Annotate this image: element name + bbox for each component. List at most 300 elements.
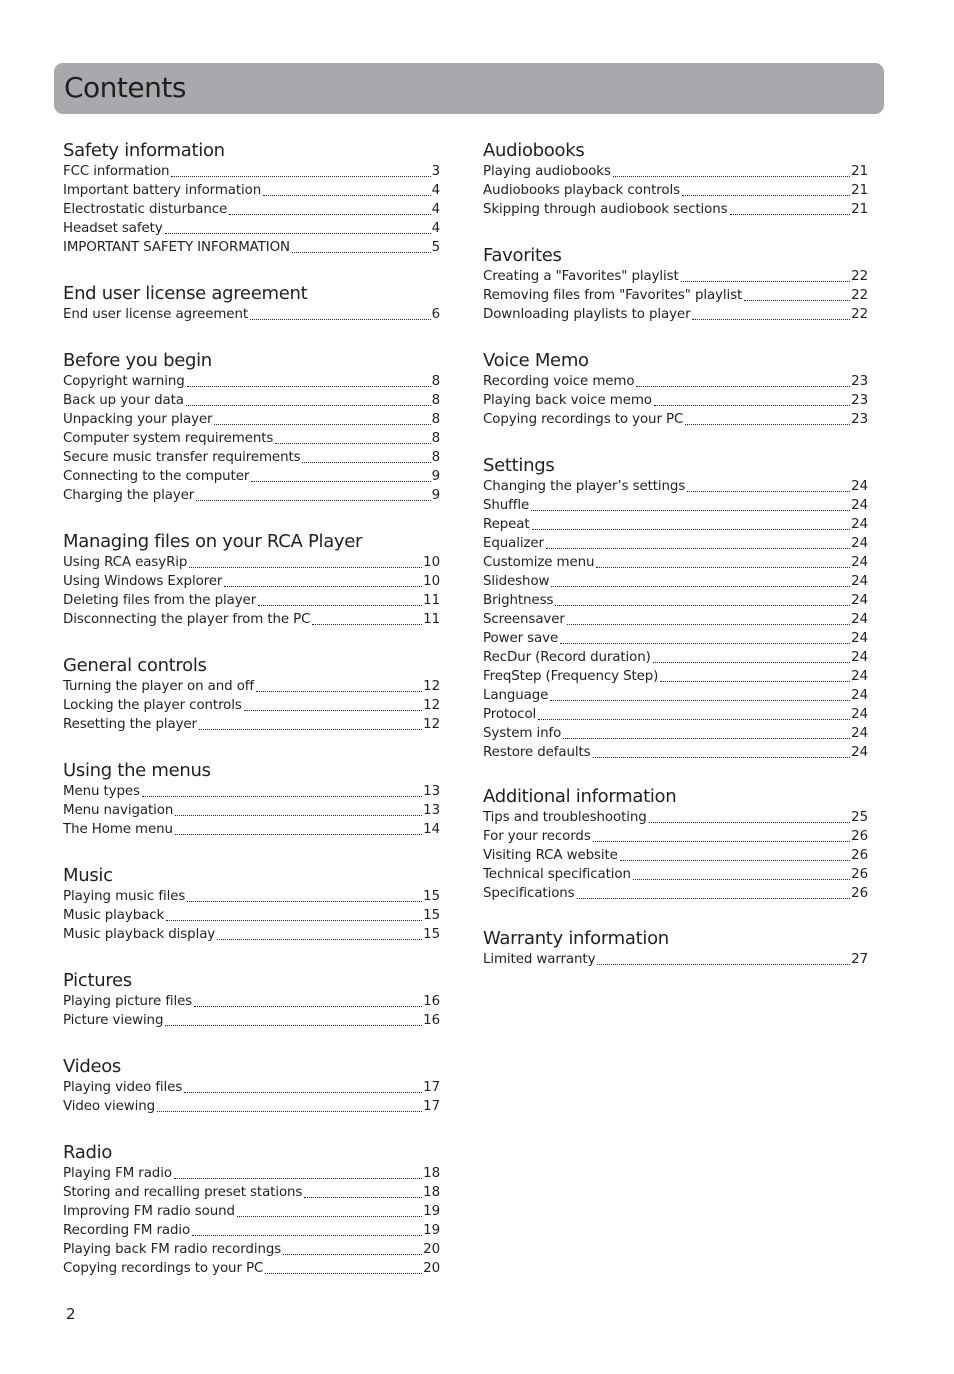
toc-entry-label: Disconnecting the player from the PC — [63, 612, 311, 627]
dot-leader — [567, 623, 850, 625]
toc-entry-label: Tips and troubleshooting — [483, 810, 647, 825]
toc-entry[interactable] — [63, 448, 440, 467]
toc-entry-label: Headset safety — [63, 221, 163, 236]
dot-leader — [175, 833, 422, 835]
dot-leader — [214, 423, 430, 425]
toc-entry-page: 22 — [851, 307, 868, 322]
toc-entry[interactable] — [483, 884, 868, 903]
toc-entry[interactable] — [63, 820, 440, 839]
dot-leader — [258, 604, 422, 606]
toc-entry-label: Screensaver — [483, 612, 565, 627]
dot-leader — [187, 900, 422, 902]
toc-entry-page: 24 — [851, 707, 868, 722]
dot-leader — [560, 642, 850, 644]
toc-entry-page: 10 — [423, 574, 440, 589]
toc-entry-page: 24 — [851, 688, 868, 703]
section-heading: Videos — [63, 1056, 122, 1077]
toc-entry[interactable] — [63, 1011, 440, 1030]
toc-entry-label: Locking the player controls — [63, 698, 242, 713]
dot-leader — [681, 280, 850, 282]
toc-entry-label: Picture viewing — [63, 1013, 164, 1028]
dot-leader — [649, 821, 850, 823]
toc-entry-page: 26 — [851, 886, 868, 901]
toc-entry-label: Playing picture files — [63, 994, 193, 1009]
toc-entry-label: Downloading playlists to player — [483, 307, 691, 322]
toc-entry-page: 8 — [431, 393, 440, 408]
toc-entry-label: End user license agreement — [63, 307, 248, 322]
toc-section-settings — [483, 455, 868, 786]
toc-entry-label: Using RCA easyRip — [63, 555, 188, 570]
toc-entry-page: 24 — [851, 479, 868, 494]
toc-entry[interactable] — [483, 846, 868, 865]
toc-entry[interactable] — [63, 782, 440, 801]
section-heading: General controls — [63, 655, 207, 676]
toc-entry-label: Deleting files from the player — [63, 593, 257, 608]
toc-entry[interactable] — [483, 515, 868, 534]
toc-entry-label: Resetting the player — [63, 717, 197, 732]
toc-entry[interactable] — [63, 887, 440, 906]
toc-entry-page: 22 — [851, 288, 868, 303]
toc-entry-label: Technical specification — [483, 867, 631, 882]
dot-leader — [304, 1196, 422, 1198]
section-heading: Favorites — [483, 245, 562, 266]
toc-entry-page: 12 — [423, 698, 440, 713]
toc-entry-page: 24 — [851, 612, 868, 627]
toc-entry[interactable] — [483, 200, 868, 219]
toc-entry-label: Video viewing — [63, 1099, 156, 1114]
toc-entry-page: 24 — [851, 669, 868, 684]
dot-leader — [189, 566, 422, 568]
toc-entry-label: Improving FM radio sound — [63, 1204, 235, 1219]
dot-leader — [546, 547, 850, 549]
toc-entry[interactable] — [63, 200, 440, 219]
toc-section-music — [63, 865, 440, 970]
toc-right-column — [483, 140, 868, 988]
toc-entry-page: 20 — [423, 1242, 440, 1257]
toc-entry-label: Visiting RCA website — [483, 848, 618, 863]
toc-entry[interactable] — [483, 572, 868, 591]
toc-section-using-the-menus — [63, 760, 440, 865]
toc-entry-page: 15 — [423, 927, 440, 942]
section-heading: Managing files on your RCA Player — [63, 531, 363, 552]
toc-section-additional-information — [483, 786, 868, 928]
dot-leader — [142, 795, 422, 797]
dot-leader — [171, 175, 430, 177]
toc-entry-label: Restore defaults — [483, 745, 591, 760]
toc-entry-label: Music playback display — [63, 927, 216, 942]
toc-entry[interactable] — [63, 925, 440, 944]
toc-entry-page: 26 — [851, 829, 868, 844]
toc-entry[interactable] — [483, 808, 868, 827]
toc-entry-label: The Home menu — [63, 822, 173, 837]
toc-entry[interactable] — [483, 477, 868, 496]
section-heading: Before you begin — [63, 350, 212, 371]
toc-entry-label: Connecting to the computer — [63, 469, 250, 484]
toc-entry-page: 9 — [431, 488, 440, 503]
dot-leader — [577, 897, 851, 899]
dot-leader — [550, 699, 850, 701]
toc-entry-page: 27 — [851, 952, 868, 967]
section-heading: Radio — [63, 1142, 113, 1163]
toc-entry-label: Skipping through audiobook sections — [483, 202, 728, 217]
toc-entry-label: Recording FM radio — [63, 1223, 191, 1238]
dot-leader — [730, 213, 851, 215]
toc-entry[interactable] — [63, 696, 440, 715]
section-heading: Settings — [483, 455, 555, 476]
dot-leader — [538, 718, 850, 720]
toc-entry-page: 4 — [431, 221, 440, 236]
dot-leader — [654, 404, 850, 406]
toc-entry-page: 24 — [851, 631, 868, 646]
toc-entry-label: Playing music files — [63, 889, 186, 904]
toc-entry-label: Copyright warning — [63, 374, 185, 389]
toc-entry-page: 22 — [851, 269, 868, 284]
toc-entry[interactable] — [63, 429, 440, 448]
toc-entry[interactable] — [483, 372, 868, 391]
toc-entry-label: Menu types — [63, 784, 140, 799]
toc-entry-label: Slideshow — [483, 574, 550, 589]
dot-leader — [256, 690, 422, 692]
toc-entry-label: Playing FM radio — [63, 1166, 172, 1181]
toc-entry-label: Storing and recalling preset stations — [63, 1185, 303, 1200]
toc-entry-page: 11 — [423, 612, 440, 627]
dot-leader — [685, 423, 850, 425]
toc-entry-page: 24 — [851, 745, 868, 760]
dot-leader — [165, 1024, 422, 1026]
dot-leader — [531, 509, 850, 511]
dot-leader — [302, 461, 430, 463]
dot-leader — [199, 728, 422, 730]
toc-entry-page: 17 — [423, 1099, 440, 1114]
dot-leader — [229, 213, 430, 215]
toc-entry[interactable] — [63, 181, 440, 200]
toc-entry-page: 14 — [423, 822, 440, 837]
dot-leader — [555, 604, 850, 606]
dot-leader — [593, 756, 851, 758]
dot-leader — [192, 1234, 422, 1236]
toc-entry-page: 11 — [423, 593, 440, 608]
toc-section-radio — [63, 1142, 440, 1285]
dot-leader — [251, 480, 430, 482]
dot-leader — [596, 566, 850, 568]
toc-entry-page: 8 — [431, 374, 440, 389]
toc-entry[interactable] — [63, 801, 440, 820]
toc-entry[interactable] — [483, 534, 868, 553]
toc-entry-label: Repeat — [483, 517, 530, 532]
section-heading: Using the menus — [63, 760, 211, 781]
toc-entry-page: 24 — [851, 555, 868, 570]
toc-entry-label: Charging the player — [63, 488, 195, 503]
toc-entry-page: 16 — [423, 1013, 440, 1028]
toc-entry-label: Secure music transfer requirements — [63, 450, 301, 465]
dot-leader — [237, 1215, 422, 1217]
section-heading: End user license agreement — [63, 283, 308, 304]
dot-leader — [263, 194, 430, 196]
toc-entry-label: Music playback — [63, 908, 165, 923]
toc-entry-page: 23 — [851, 412, 868, 427]
toc-entry[interactable] — [63, 715, 440, 734]
toc-entry[interactable] — [483, 686, 868, 705]
dot-leader — [157, 1110, 422, 1112]
toc-entry[interactable] — [63, 677, 440, 696]
toc-entry-page: 19 — [423, 1204, 440, 1219]
toc-entry-page: 26 — [851, 867, 868, 882]
toc-entry-page: 16 — [423, 994, 440, 1009]
section-heading: Pictures — [63, 970, 132, 991]
toc-entry-page: 24 — [851, 536, 868, 551]
dot-leader — [184, 1091, 422, 1093]
toc-entry-page: 21 — [851, 183, 868, 198]
section-heading: Audiobooks — [483, 140, 585, 161]
toc-entry-page: 12 — [423, 717, 440, 732]
toc-entry-page: 24 — [851, 726, 868, 741]
toc-entry-page: 19 — [423, 1223, 440, 1238]
toc-entry-label: IMPORTANT SAFETY INFORMATION — [63, 240, 290, 255]
dot-leader — [187, 385, 431, 387]
toc-entry-page: 24 — [851, 593, 868, 608]
dot-leader — [194, 1005, 422, 1007]
toc-entry-label: Equalizer — [483, 536, 544, 551]
toc-entry-label: For your records — [483, 829, 591, 844]
toc-entry-label: Unpacking your player — [63, 412, 213, 427]
toc-entry[interactable] — [63, 1221, 440, 1240]
toc-entry-page: 15 — [423, 908, 440, 923]
toc-entry-label: Recording voice memo — [483, 374, 635, 389]
section-heading: Warranty information — [483, 928, 669, 949]
toc-entry[interactable] — [483, 591, 868, 610]
toc-entry[interactable] — [483, 950, 868, 969]
toc-section-audiobooks — [483, 140, 868, 245]
toc-entry-page: 12 — [423, 679, 440, 694]
toc-entry[interactable] — [483, 667, 868, 686]
dot-leader — [682, 194, 850, 196]
toc-entry[interactable] — [483, 496, 868, 515]
dot-leader — [692, 318, 850, 320]
toc-entry-label: Menu navigation — [63, 803, 174, 818]
toc-entry-page: 20 — [423, 1261, 440, 1276]
toc-entry[interactable] — [483, 181, 868, 200]
toc-entry-label: Playing back voice memo — [483, 393, 652, 408]
dot-leader — [265, 1272, 422, 1274]
toc-entry-label: Playing audiobooks — [483, 164, 611, 179]
toc-entry-label: RecDur (Record duration) — [483, 650, 651, 665]
page-number: 2 — [66, 1305, 76, 1323]
toc-entry[interactable] — [483, 305, 868, 324]
toc-entry-page: 13 — [423, 784, 440, 799]
dot-leader — [613, 175, 850, 177]
toc-entry-label: Brightness — [483, 593, 554, 608]
toc-entry-page: 18 — [423, 1185, 440, 1200]
toc-section-pictures — [63, 970, 440, 1056]
toc-entry-label: Audiobooks playback controls — [483, 183, 680, 198]
toc-entry[interactable] — [63, 591, 440, 610]
contents-header-bar — [54, 63, 884, 114]
toc-entry-page: 15 — [423, 889, 440, 904]
toc-entry-label: System info — [483, 726, 562, 741]
toc-section-managing-files-on-your-rca-player — [63, 531, 440, 655]
dot-leader — [687, 490, 850, 492]
section-heading: Music — [63, 865, 113, 886]
toc-entry[interactable] — [483, 553, 868, 572]
toc-entry[interactable] — [63, 1078, 440, 1097]
toc-entry-label: Copying recordings to your PC — [63, 1261, 264, 1276]
toc-entry[interactable] — [63, 992, 440, 1011]
dot-leader — [186, 404, 431, 406]
toc-entry[interactable] — [483, 827, 868, 846]
toc-entry-label: Changing the player’s settings — [483, 479, 686, 494]
toc-entry-label: Electrostatic disturbance — [63, 202, 228, 217]
toc-entry-label: Creating a "Favorites" playlist — [483, 269, 679, 284]
dot-leader — [620, 859, 850, 861]
toc-entry-page: 10 — [423, 555, 440, 570]
toc-entry-label: Important battery information — [63, 183, 262, 198]
toc-entry-page: 17 — [423, 1080, 440, 1095]
toc-entry-page: 24 — [851, 498, 868, 513]
toc-section-favorites — [483, 245, 868, 350]
toc-entry-label: FCC information — [63, 164, 170, 179]
toc-entry[interactable] — [483, 648, 868, 667]
dot-leader — [653, 661, 850, 663]
dot-leader — [551, 585, 850, 587]
dot-leader — [660, 680, 850, 682]
dot-leader — [166, 919, 422, 921]
toc-section-videos — [63, 1056, 440, 1142]
toc-entry[interactable] — [63, 219, 440, 238]
toc-entry[interactable] — [483, 267, 868, 286]
toc-section-general-controls — [63, 655, 440, 760]
toc-entry[interactable] — [63, 1183, 440, 1202]
toc-entry-page: 6 — [431, 307, 440, 322]
toc-section-warranty-information — [483, 928, 868, 988]
toc-entry-label: Shuffle — [483, 498, 530, 513]
section-heading: Voice Memo — [483, 350, 589, 371]
page-title: Contents — [64, 71, 186, 104]
dot-leader — [175, 814, 422, 816]
dot-leader — [744, 299, 850, 301]
dot-leader — [174, 1177, 422, 1179]
toc-entry[interactable] — [483, 705, 868, 724]
dot-leader — [244, 709, 422, 711]
toc-entry-page: 18 — [423, 1166, 440, 1181]
section-heading: Additional information — [483, 786, 677, 807]
toc-entry-page: 8 — [431, 450, 440, 465]
toc-entry-label: Removing files from "Favorites" playlist — [483, 288, 743, 303]
dot-leader — [292, 251, 431, 253]
toc-section-before-you-begin — [63, 350, 440, 531]
toc-entry-label: Power save — [483, 631, 559, 646]
toc-entry[interactable] — [63, 305, 440, 324]
toc-entry-page: 23 — [851, 374, 868, 389]
dot-leader — [196, 499, 430, 501]
toc-entry-page: 8 — [431, 431, 440, 446]
toc-entry-page: 3 — [431, 164, 440, 179]
toc-entry-label: Language — [483, 688, 549, 703]
toc-entry-page: 24 — [851, 574, 868, 589]
toc-section-end-user-license-agreement — [63, 283, 440, 350]
toc-entry[interactable] — [63, 1097, 440, 1116]
toc-entry[interactable] — [483, 162, 868, 181]
dot-leader — [563, 737, 850, 739]
toc-entry[interactable] — [63, 410, 440, 429]
toc-entry-page: 13 — [423, 803, 440, 818]
toc-entry-page: 24 — [851, 650, 868, 665]
toc-entry-label: Customize menu — [483, 555, 595, 570]
toc-entry-page: 24 — [851, 517, 868, 532]
dot-leader — [217, 938, 422, 940]
dot-leader — [636, 385, 850, 387]
dot-leader — [532, 528, 851, 530]
dot-leader — [224, 585, 422, 587]
dot-leader — [250, 318, 431, 320]
section-heading: Safety information — [63, 140, 225, 161]
toc-entry-page: 8 — [431, 412, 440, 427]
toc-entry-page: 25 — [851, 810, 868, 825]
toc-entry[interactable] — [63, 1259, 440, 1278]
toc-entry-page: 21 — [851, 164, 868, 179]
toc-entry[interactable] — [63, 162, 440, 181]
toc-entry-label: Playing video files — [63, 1080, 183, 1095]
toc-entry[interactable] — [483, 743, 868, 762]
toc-entry[interactable] — [63, 1164, 440, 1183]
toc-entry-label: Limited warranty — [483, 952, 596, 967]
toc-entry[interactable] — [63, 610, 440, 629]
toc-entry[interactable] — [63, 372, 440, 391]
toc-entry[interactable] — [483, 724, 868, 743]
dot-leader — [165, 232, 431, 234]
toc-entry-page: 26 — [851, 848, 868, 863]
dot-leader — [312, 623, 422, 625]
toc-entry[interactable] — [63, 572, 440, 591]
toc-entry[interactable] — [483, 629, 868, 648]
toc-entry[interactable] — [483, 410, 868, 429]
toc-entry-page: 23 — [851, 393, 868, 408]
toc-entry[interactable] — [483, 286, 868, 305]
toc-entry-page: 4 — [431, 183, 440, 198]
toc-entry-label: Playing back FM radio recordings — [63, 1242, 282, 1257]
toc-entry[interactable] — [63, 467, 440, 486]
dot-leader — [593, 840, 850, 842]
toc-entry-page: 4 — [431, 202, 440, 217]
toc-entry-label: Protocol — [483, 707, 537, 722]
toc-entry-page: 21 — [851, 202, 868, 217]
toc-entry[interactable] — [63, 1240, 440, 1259]
toc-entry-label: Specifications — [483, 886, 575, 901]
toc-entry-page: 9 — [431, 469, 440, 484]
toc-entry-page: 5 — [431, 240, 440, 255]
toc-entry-label: FreqStep (Frequency Step) — [483, 669, 659, 684]
dot-leader — [633, 878, 850, 880]
toc-left-column — [63, 140, 440, 1285]
dot-leader — [275, 442, 430, 444]
toc-entry-label: Using Windows Explorer — [63, 574, 223, 589]
toc-entry[interactable] — [63, 1202, 440, 1221]
dot-leader — [597, 963, 850, 965]
toc-entry[interactable] — [483, 391, 868, 410]
toc-entry-label: Back up your data — [63, 393, 184, 408]
toc-entry[interactable] — [63, 486, 440, 505]
toc-entry-label: Computer system requirements — [63, 431, 274, 446]
toc-entry-label: Copying recordings to your PC — [483, 412, 684, 427]
toc-entry[interactable] — [63, 906, 440, 925]
toc-section-voice-memo — [483, 350, 868, 455]
toc-entry[interactable] — [483, 865, 868, 884]
toc-entry[interactable] — [483, 610, 868, 629]
toc-entry[interactable] — [63, 238, 440, 257]
toc-entry[interactable] — [63, 391, 440, 410]
toc-entry[interactable] — [63, 553, 440, 572]
toc-section-safety-information — [63, 140, 440, 283]
dot-leader — [283, 1253, 422, 1255]
